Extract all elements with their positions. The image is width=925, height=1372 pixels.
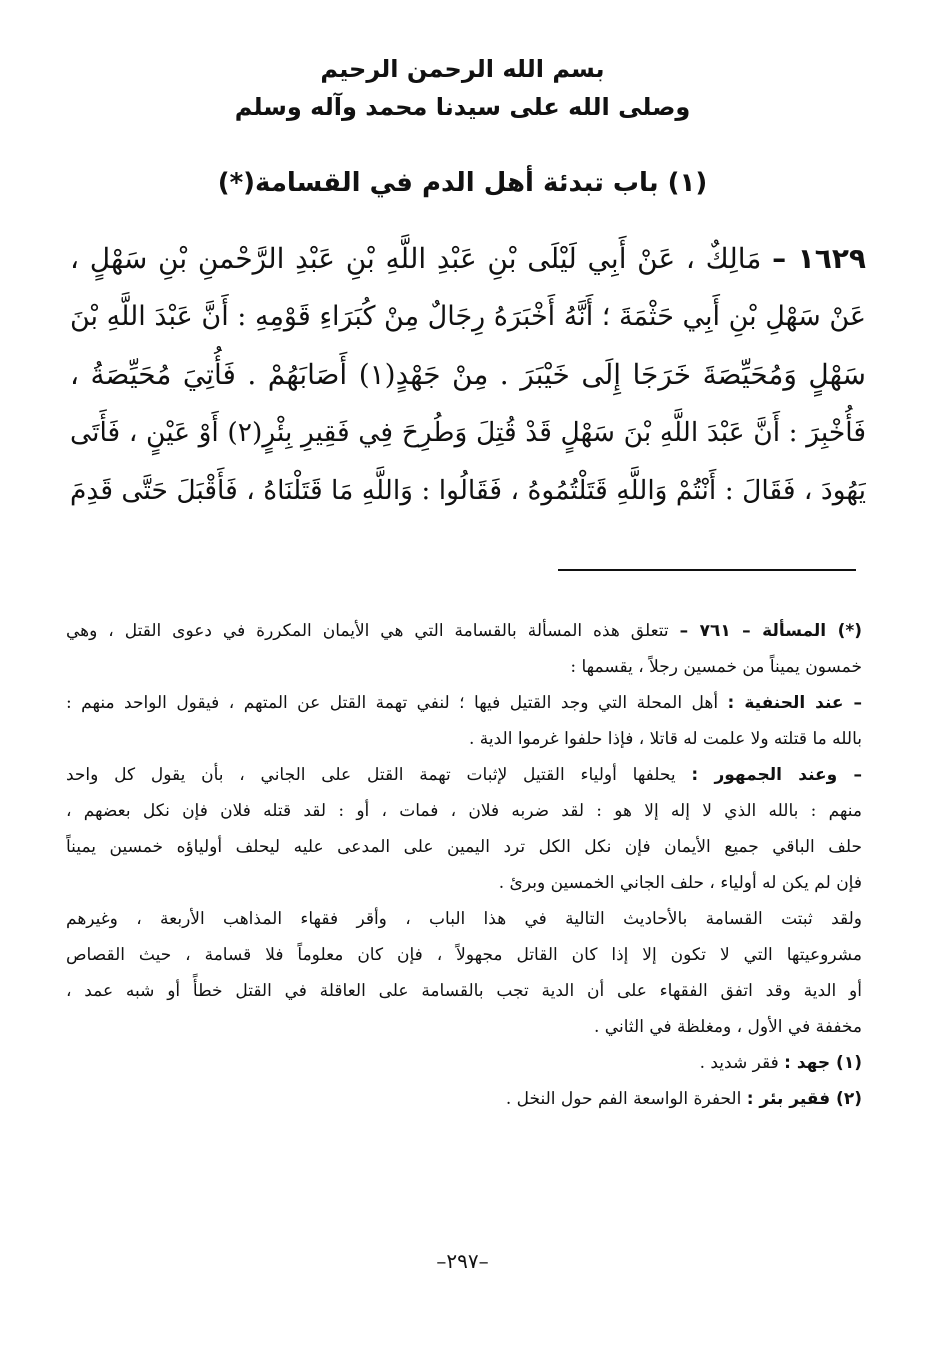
footnote-2 — [66, 1081, 862, 1117]
basmala: بسم الله الرحمن الرحيم — [320, 55, 605, 83]
page-number: –٢٩٧– — [436, 1249, 489, 1273]
chapter-title: (١) باب تبدئة أهل الدم في القسامة(*) — [217, 168, 708, 198]
note-line: مشروعيتها التي لا تكون إلا إذا كان القاتل مجهولاً ، فإن كان معلوماً فلا قسامة ، حيث القصاص — [66, 945, 862, 965]
note-text: تتعلق هذه المسألة بالقسامة التي هي الأيمان المكررة في دعوى القتل ، وهي — [66, 621, 669, 641]
note-text: يحلفها أولياء القتيل لإثبات تهمة القتل على الجاني ، بأن يقول كل واحد — [66, 765, 676, 785]
note-line — [66, 613, 862, 649]
footnotes — [66, 613, 862, 1117]
hadith-line: يَهُودَ ، فَقَالَ : أَنْتُمْ وَاللَّهِ قَتَلْتُمُوهُ ، فَقَالُوا : وَاللَّهِ مَا قَتَلْنَاهُ ، فَأَقْبَلَ حَتَّى قَدِمَ — [70, 475, 866, 506]
note-line: منهم : بالله الذي لا إله إلا هو : لقد ضربه فلان ، فمات ، أو : لقد قتله فلان فإن نكل بعضهم ، — [66, 801, 862, 821]
footnote-1-definition: فقر شديد . — [699, 1053, 779, 1073]
footnote-2-definition: الحفرة الواسعة الفم حول النخل . — [505, 1089, 742, 1109]
footnote-2-term: (٢) فقير بئر : — [746, 1089, 862, 1109]
hadith-line: فَأُخْبِرَ : أَنَّ عَبْدَ اللَّهِ بْنَ سَهْلٍ قَدْ قُتِلَ وَطُرِحَ فِي فَقِيرِ بِئْرٍ(٢) أَوْ عَيْنٍ ، فَأَتَى — [70, 417, 866, 448]
note-text: أهل المحلة التي وجد القتيل فيها ؛ لنفي تهمة القتل عن المتهم ، فيقول الواحد منهم : — [66, 693, 719, 713]
hadith-number: ١٦٢٩ – — [772, 242, 866, 275]
footnote-separator — [558, 569, 856, 571]
hadith-text — [70, 230, 866, 520]
hadith-line — [70, 230, 866, 288]
note-line: مخففة في الأول ، ومغلظة في الثاني . — [594, 1017, 862, 1037]
note-line: أو الدية وقد اتفق الفقهاء على أن الدية تجب بالقسامة على العاقلة في القتل خطأً أو شبه عمد ، — [66, 981, 862, 1001]
hadith-line: عَنْ سَهْلِ بْنِ أَبِي حَثْمَةَ ؛ أَنَّهُ أَخْبَرَهُ رِجَالٌ مِنْ كُبَرَاءِ قَوْمِهِ : أَنَّ عَبْدَ اللَّهِ بْنَ — [70, 301, 866, 332]
footnote-1 — [66, 1045, 862, 1081]
footnote-1-term: (١) جهد : — [784, 1053, 862, 1073]
hadith-line: سَهْلٍ وَمُحَيِّصَةَ خَرَجَا إِلَى خَيْبَرَ . مِنْ جَهْدٍ(١) أَصَابَهُمْ . فَأُتِيَ مُحَيِّصَةُ ، — [70, 358, 866, 391]
note-line: خمسون يميناً من خمسين رجلاً ، يقسمها : — [570, 657, 862, 677]
note-line: فإن لم يكن له أولياء ، حلف الجاني الخمسين وبرئ . — [498, 873, 862, 893]
note-line: ولقد ثبتت القسامة بالأحاديث التالية في هذا الباب ، وأقر فقهاء المذاهب الأربعة ، وغيرهم — [66, 909, 862, 929]
note-line: حلف الباقي جميع الأيمان فإن نكل الكل ترد اليمين على المدعى عليه ليحلف أولياؤه خمسين يميناً — [66, 837, 862, 857]
note-line: بالله ما قتلته ولا علمت له قاتلا ، فإذا حلفوا غرموا الدية . — [468, 729, 862, 749]
hadith-line-text: مَالِكٌ ، عَنْ أَبِي لَيْلَى بْنِ عَبْدِ اللَّهِ بْنِ عَبْدِ الرَّحْمنِ بْنِ سَهْلٍ ، — [70, 242, 762, 275]
note-line — [66, 757, 862, 793]
jumhur-lead: – وعند الجمهور : — [691, 765, 862, 785]
salawat: وصلى الله على سيدنا محمد وآله وسلم — [234, 93, 691, 121]
note-line — [66, 685, 862, 721]
page-header — [0, 50, 925, 126]
hanafi-lead: – عند الحنفية : — [727, 693, 862, 713]
note-lead: (*) المسألة – ٧٦١ – — [679, 621, 862, 641]
